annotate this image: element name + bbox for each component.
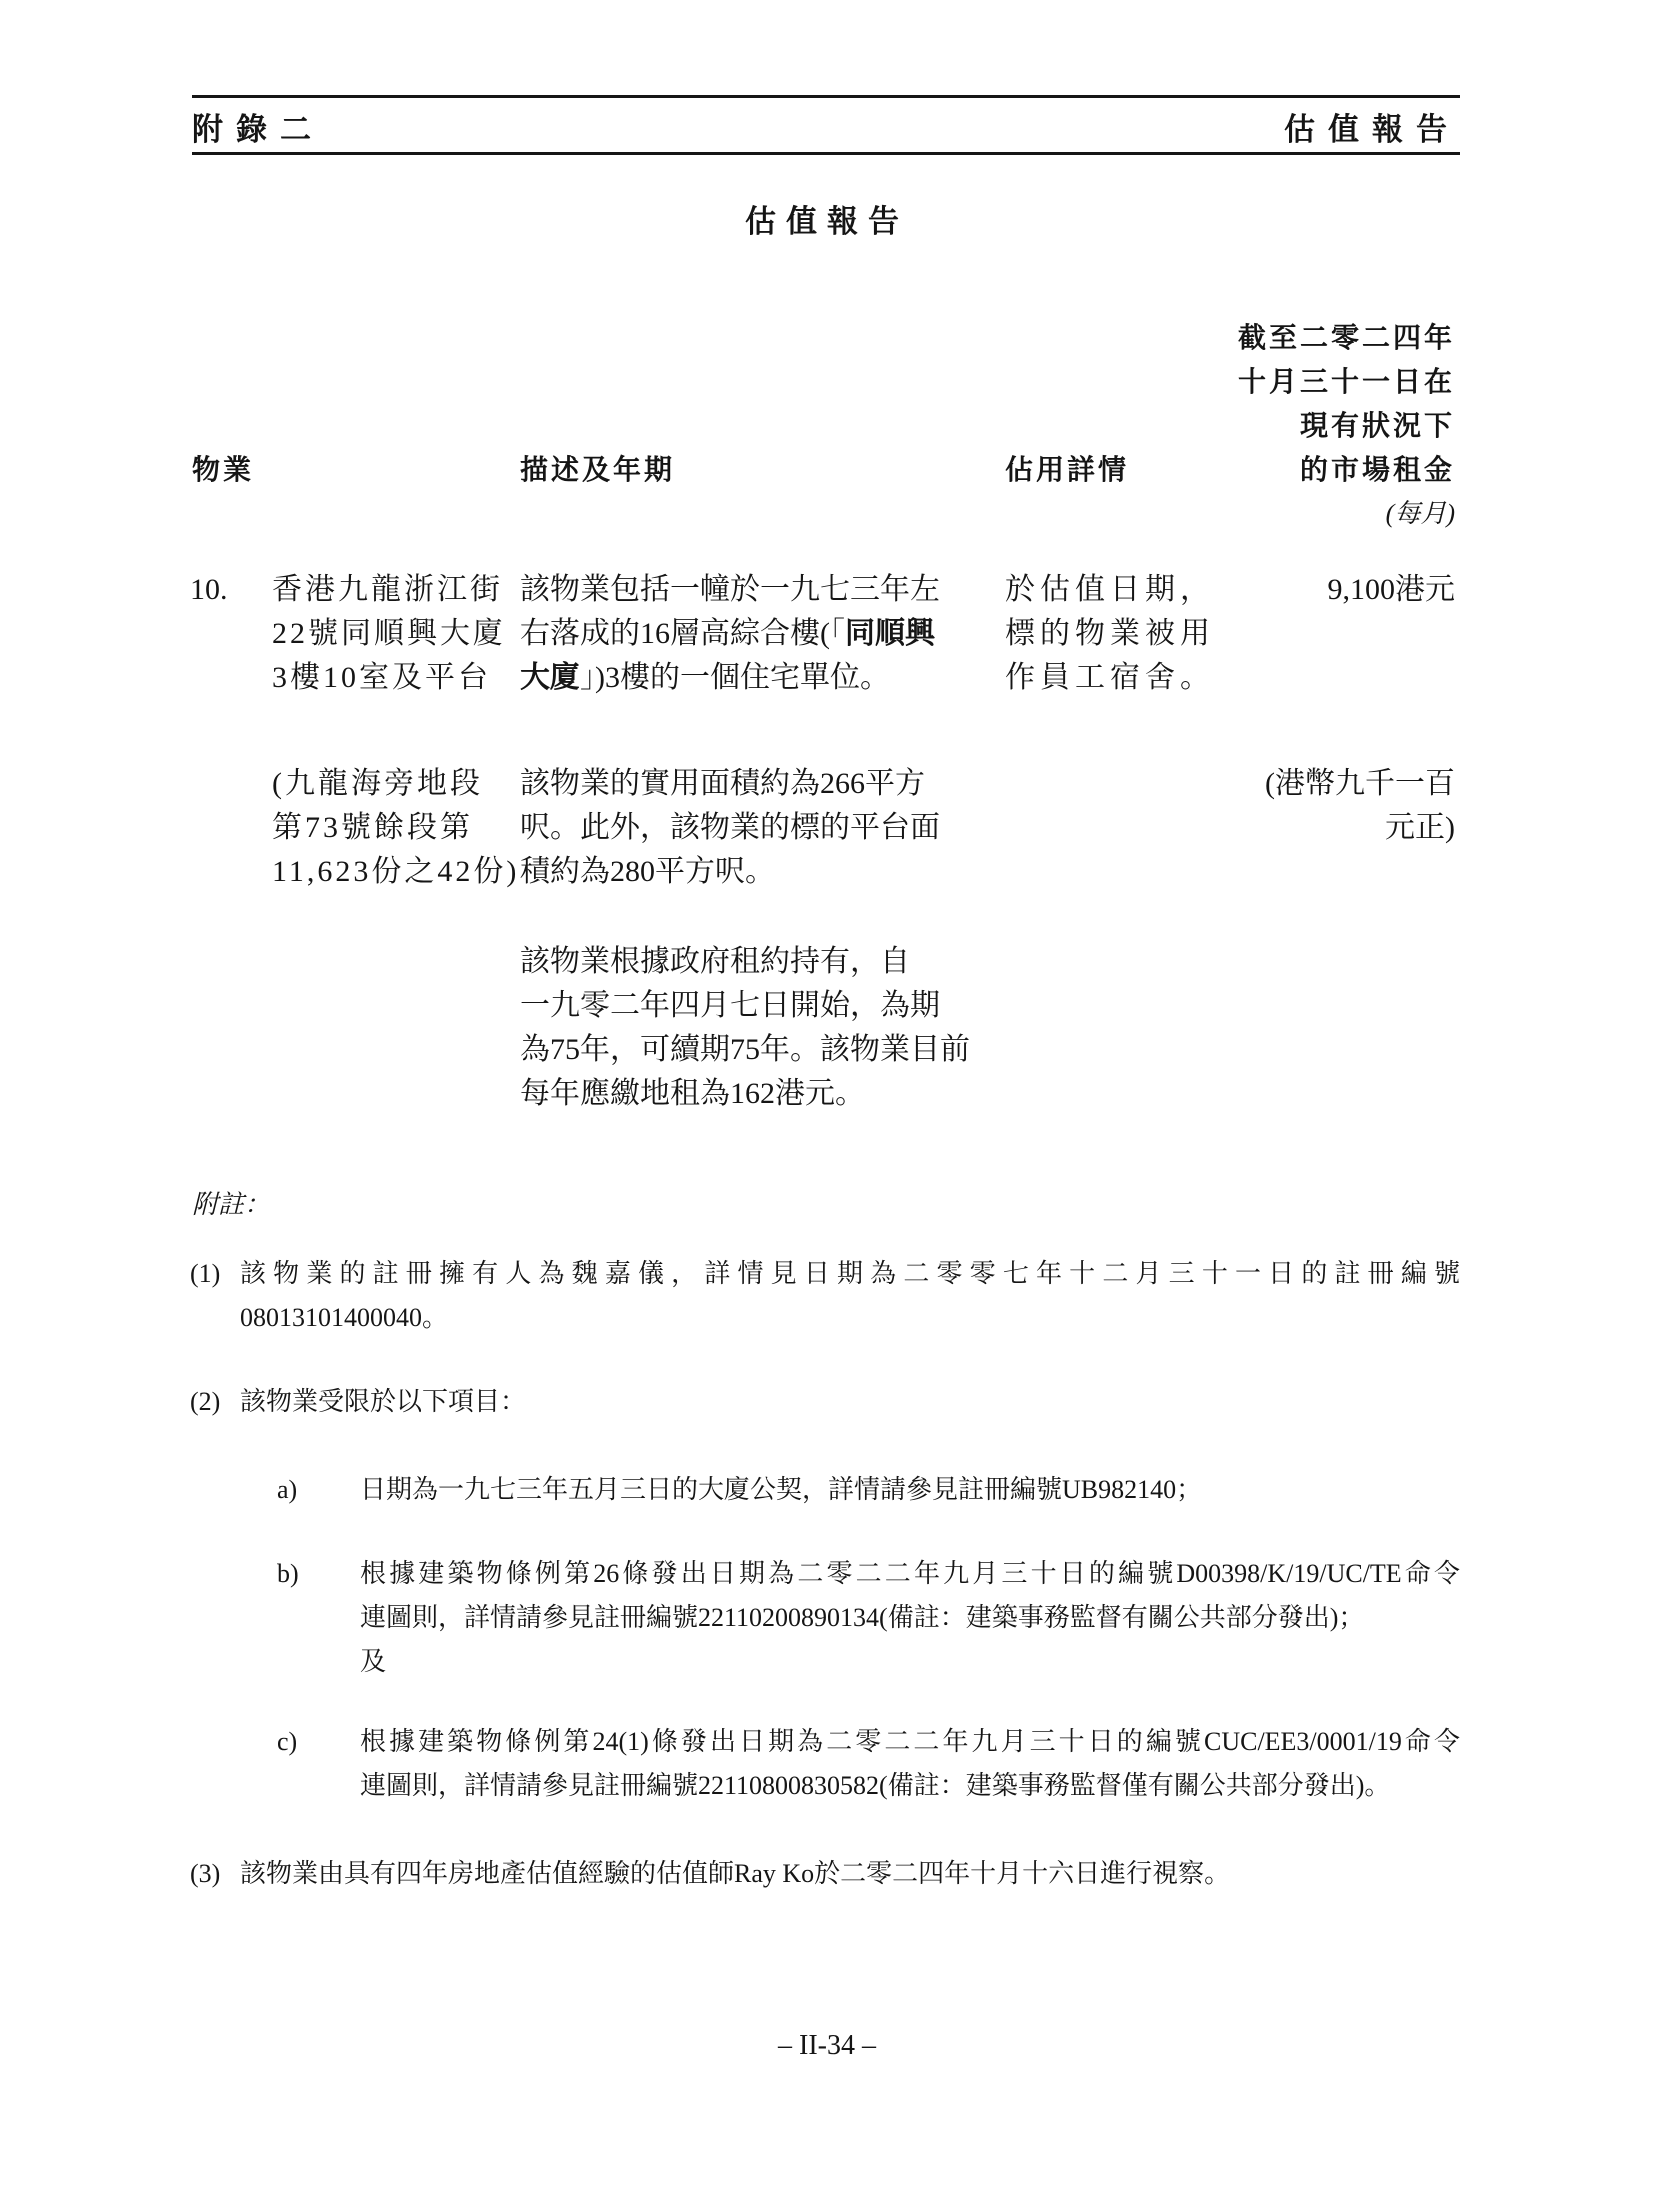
description-line: 該物業根據政府租約持有，自: [520, 945, 910, 978]
page-number: – II-34 –: [778, 2030, 876, 2061]
rent-amount: 9,100港元: [1327, 573, 1455, 606]
building-name-bold: 大廈: [520, 661, 580, 694]
description-text: 右落成的16層高綜合樓(「: [520, 617, 845, 650]
property-line: 11,623份之42份): [272, 855, 520, 888]
note-2b: [277, 1552, 1460, 1684]
note-text-line: 連圖則，詳情請參見註冊編號22110200890134(備註：建築事務監督有關公共部分發出)；: [360, 1603, 1365, 1632]
occupancy-line: 於估值日期，: [1005, 573, 1215, 606]
note-2c: [277, 1720, 1460, 1808]
colhead-rent-line: 十月三十一日在: [1237, 366, 1455, 397]
description-column: [520, 568, 970, 1116]
page-title: 估值報告: [745, 204, 909, 239]
note-2a: [277, 1468, 1460, 1512]
rent-period-label: (每月): [1385, 499, 1455, 528]
property-line: 3樓10室及平台: [272, 661, 491, 694]
property-column: [272, 568, 519, 894]
appendix-label: 附錄二: [192, 111, 324, 147]
note-text-line: 根據建築物條例第26條發出日期為二零二二年九月三十日的編號D00398/K/19/UC/TE命令: [360, 1559, 1460, 1588]
header-rule-top: [192, 95, 1460, 98]
description-paragraph-area: [520, 762, 970, 894]
note-number: (2): [190, 1387, 221, 1416]
occupancy-line: 標的物業被用: [1005, 617, 1215, 650]
description-line: 為75年，可續期75年。該物業目前: [520, 1033, 970, 1066]
running-header: [192, 101, 1460, 151]
row-number: 10.: [190, 573, 228, 606]
note-text-line: 及: [360, 1647, 387, 1676]
note-text-line: 該物業的註冊擁有人為魏嘉儀，詳情見日期為二零零七年十二月三十一日的註冊編號: [240, 1259, 1460, 1288]
colhead-description: 描述及年期: [520, 454, 676, 485]
property-line: (九龍海旁地段: [272, 767, 483, 800]
colhead-property: 物業: [192, 454, 255, 485]
colhead-occupancy: 佔用詳情: [1005, 454, 1130, 485]
description-line: 一九零二年四月七日開始，為期: [520, 989, 940, 1022]
note-text-line: 連圖則，詳情請參見註冊編號22110800830582(備註：建築事務監督僅有關公共部分發出)。: [360, 1771, 1391, 1800]
property-line: 22號同順興大廈: [272, 617, 506, 650]
description-line: 呎。此外，該物業的標的平台面: [520, 811, 940, 844]
note-text-line: 根據建築物條例第24(1)條發出日期為二零二二年九月三十日的編號CUC/EE3/0001/19命令: [360, 1727, 1460, 1756]
note-body: [360, 1720, 1460, 1808]
note-3: [190, 1852, 1460, 1896]
subnote-letter: c): [277, 1727, 298, 1756]
description-line: [520, 656, 970, 700]
rent-words-line: (港幣九千一百: [1265, 767, 1455, 800]
colhead-rent-line: 的市場租金: [1299, 454, 1455, 485]
note-number: (3): [190, 1859, 221, 1888]
note-body: [240, 1252, 1460, 1340]
property-line: 第73號餘段第: [272, 811, 473, 844]
description-line: 該物業的實用面積約為266平方: [520, 767, 925, 800]
note-body: [360, 1468, 1460, 1512]
subnote-letter: b): [277, 1559, 299, 1588]
note-body: [240, 1380, 1460, 1424]
description-paragraph-building: [520, 568, 970, 700]
colhead-rent-line: 現有狀況下: [1299, 410, 1455, 441]
property-line: 香港九龍浙江街: [272, 573, 503, 606]
rent-words-line: 元正): [1385, 811, 1455, 844]
note-body: [240, 1852, 1460, 1896]
colhead-rent-line: 截至二零二四年: [1237, 322, 1455, 353]
notes-label: 附註：: [192, 1190, 271, 1219]
note-number: (1): [190, 1259, 221, 1288]
description-line: 每年應繳地租為162港元。: [520, 1077, 865, 1110]
colhead-rent: [1238, 316, 1455, 492]
description-text: 」)3樓的一個住宅單位。: [580, 661, 890, 694]
description-line: 積約為280平方呎。: [520, 855, 775, 888]
note-body: [360, 1552, 1460, 1684]
header-rule-bottom: [192, 152, 1460, 155]
property-lot-paragraph: [272, 762, 519, 894]
description-line: [520, 612, 970, 656]
description-line: 該物業包括一幢於一九七三年左: [520, 573, 940, 606]
rent-in-words: [1265, 762, 1455, 850]
note-text-line: 該物業由具有四年房地產估值經驗的估值師Ray Ko於二零二四年十月十六日進行視察。: [240, 1859, 1231, 1888]
occupancy-column: [1005, 568, 1215, 700]
property-paragraph: [272, 568, 519, 700]
note-1: [190, 1252, 1460, 1340]
description-paragraph-lease: [520, 940, 970, 1116]
subnote-letter: a): [277, 1475, 298, 1504]
occupancy-line: 作員工宿舍。: [1005, 661, 1215, 694]
building-name-bold: 同順興: [845, 617, 935, 650]
note-2: [190, 1380, 1460, 1424]
section-label: 估值報告: [1284, 111, 1460, 147]
note-text-line: 08013101400040。: [240, 1303, 449, 1332]
note-text-line: 該物業受限於以下項目：: [240, 1387, 527, 1416]
note-text-line: 日期為一九七三年五月三日的大廈公契，詳情請參見註冊編號UB982140；: [360, 1475, 1203, 1504]
rent-column: [1265, 568, 1455, 850]
